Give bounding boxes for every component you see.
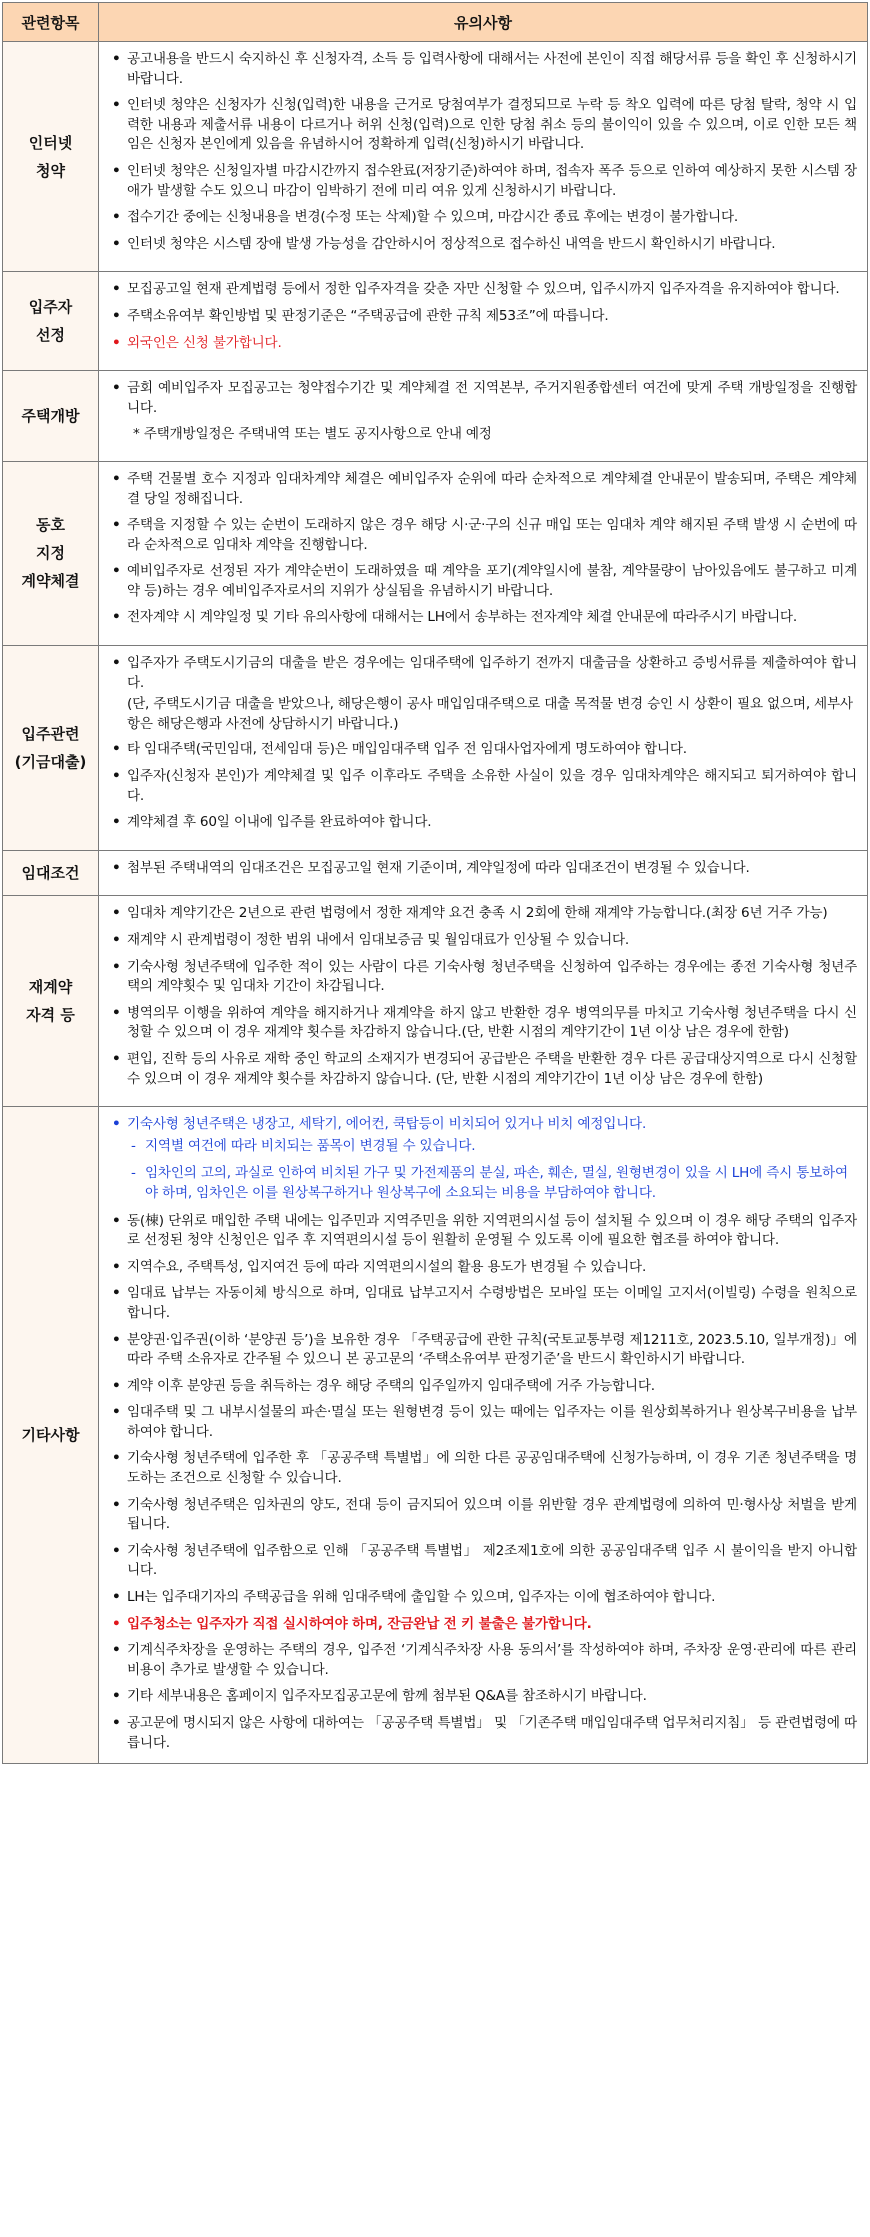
list-item: • 입주자(신청자 본인)가 계약체결 및 입주 이후라도 주택을 소유한 사실이 있을 경우 임대차계약은 해지되고 퇴거하여야 합니다. (109, 767, 857, 806)
section-body (99, 896, 868, 1107)
category-label: 동호 지정 계약체결 (3, 461, 99, 645)
notice-list (109, 859, 857, 879)
list-item: • 기숙사형 청년주택에 입주함으로 인해 「공공주택 특별법」 제2조제1호에 의한 공공임대주택 입주 시 불이익을 받지 아니합니다. (109, 1542, 857, 1581)
list-item: • 병역의무 이행을 위하여 계약을 해지하거나 재계약을 하지 않고 반환한 경우 병역의무를 마치고 기숙사형 청년주택을 다시 신청할 수 있으며 이 경우 재계약 횟수를 차감하지 않습니다.(단, 반환 시점의 계약기간이 1년 이상 남은 경우에 한함) (109, 1004, 857, 1043)
list-item: • 주택 건물별 호수 지정과 임대차계약 체결은 예비입주자 순위에 따라 순차적으로 계약체결 안내문이 발송되며, 주택은 계약체결 당일 정해집니다. (109, 470, 857, 509)
section-house-opening (3, 371, 868, 462)
section-rental-terms (3, 850, 868, 896)
category-label: 주택개방 (3, 371, 99, 462)
category-label: 입주관련 (기금대출) (3, 646, 99, 851)
list-item: • 동(棟) 단위로 매입한 주택 내에는 입주민과 지역주민을 위한 지역편의시설 등이 설치될 수 있으며 이 경우 해당 주택의 입주자로 선정된 청약 신청인은 입주 후 지역편의시설 등이 원활히 운영될 수 있도록 이에 필요한 협조를 하여야 합니다. (109, 1212, 857, 1251)
list-item: • 기숙사형 청년주택은 임차권의 양도, 전대 등이 금지되어 있으며 이를 위반할 경우 관계법령에 의하여 민·형사상 처벌을 받게 됩니다. (109, 1496, 857, 1535)
list-item: • 기숙사형 청년주택에 입주한 적이 있는 사람이 다른 기숙사형 청년주택을 신청하여 입주하는 경우에는 종전 기숙사형 청년주택의 계약횟수 및 임대차 기간이 차감됩니다. (109, 958, 857, 997)
list-item: • 인터넷 청약은 시스템 장애 발생 가능성을 감안하시어 정상적으로 접수하신 내역을 반드시 확인하시기 바랍니다. (109, 235, 857, 255)
list-item: • 입주자가 주택도시기금의 대출을 받은 경우에는 임대주택에 입주하기 전까지 대출금을 상환하고 증빙서류를 제출하여야 합니다. (109, 654, 857, 693)
category-label: 인터넷 청약 (3, 42, 99, 272)
category-label: 입주자 선정 (3, 272, 99, 371)
section-body (99, 272, 868, 371)
section-body (99, 371, 868, 462)
section-tenant-selection (3, 272, 868, 371)
list-item: • 임대차 계약기간은 2년으로 관련 법령에서 정한 재계약 요건 충족 시 2회에 한해 재계약 가능합니다.(최장 6년 거주 가능) (109, 904, 857, 924)
list-item: • 인터넷 청약은 신청자가 신청(입력)한 내용을 근거로 당첨여부가 결정되므로 누락 등 착오 입력에 따른 당첨 탈락, 청약 시 입력한 내용과 제출서류 내용이 다르거나 허위 신청(입력)으로 인한 당첨 취소 등의 불이익이 있을 수 있으며, 이로 인한 모든 책임은 신청자 본인에게 있음을 유념하시어 정확하게 입력(신청)하시기 바랍니다. (109, 96, 857, 155)
list-item: • 분양권·입주권(이하 ‘분양권 등’)을 보유한 경우 「주택공급에 관한 규칙(국토교통부령 제1211호, 2023.5.10, 일부개정)」에 따라 주택 소유자로 간주될 수 있으니 본 공고문의 ‘주택소유여부 판정기준’을 반드시 확인하시기 바랍니다. (109, 1331, 857, 1370)
header-category: 관련항목 (3, 3, 99, 42)
list-item: • 편입, 진학 등의 사유로 재학 중인 학교의 소재지가 변경되어 공급받은 주택을 반환한 경우 다른 공급대상지역으로 다시 신청할 수 있으며 이 경우 재계약 횟수를 차감하지 않습니다. (단, 반환 시점의 계약기간이 1년 이상 남은 경우에 한함) (109, 1050, 857, 1089)
list-item: • 모집공고일 현재 관계법령 등에서 정한 입주자격을 갖춘 자만 신청할 수 있으며, 입주시까지 입주자격을 유지하여야 합니다. (109, 280, 857, 300)
list-item: • 전자계약 시 계약일정 및 기타 유의사항에 대해서는 LH에서 송부하는 전자계약 체결 안내문에 따라주시기 바랍니다. (109, 608, 857, 628)
section-body (99, 1107, 868, 1764)
notice-list (109, 1212, 857, 1754)
section-body (99, 461, 868, 645)
section-unit-contract (3, 461, 868, 645)
list-item: • 공고내용을 반드시 숙지하신 후 신청자격, 소득 등 입력사항에 대해서는 사전에 본인이 직접 해당서류 등을 확인 후 신청하시기 바랍니다. (109, 50, 857, 89)
list-item: • 예비입주자로 선정된 자가 계약순번이 도래하였을 때 계약을 포기(계약일시에 불참, 계약물량이 남아있음에도 불구하고 미계약 등)하는 경우 예비입주자로서의 지위가 상실됨을 유념하시기 바랍니다. (109, 562, 857, 601)
notice-list (109, 50, 857, 254)
appliance-notice: • 기숙사형 청년주택은 냉장고, 세탁기, 에어컨, 쿡탑등이 비치되어 있거나 비치 예정입니다. (109, 1115, 857, 1135)
notice-list (109, 904, 857, 1089)
list-item: • 계약체결 후 60일 이내에 입주를 완료하여야 합니다. (109, 813, 857, 833)
list-item: • 접수기간 중에는 신청내용을 변경(수정 또는 삭제)할 수 있으며, 마감시간 종료 후에는 변경이 불가합니다. (109, 208, 857, 228)
section-body (99, 42, 868, 272)
list-item: • 지역수요, 주택특성, 입지여건 등에 따라 지역편의시설의 활용 용도가 변경될 수 있습니다. (109, 1258, 857, 1278)
cleaning-key-notice: • 입주청소는 입주자가 직접 실시하여야 하며, 잔금완납 전 키 불출은 불가합니다. (109, 1615, 857, 1635)
section-body (99, 850, 868, 896)
notice-list (109, 280, 857, 353)
header-notes: 유의사항 (99, 3, 868, 42)
header-row (3, 3, 868, 42)
list-item: • LH는 입주대기자의 주택공급을 위해 임대주택에 출입할 수 있으며, 입주자는 이에 협조하여야 합니다. (109, 1588, 857, 1608)
list-item: • 주택을 지정할 수 있는 순번이 도래하지 않은 경우 해당 시·군·구의 신규 매입 또는 임대차 계약 해지된 주택 발생 시 순번에 따라 순차적으로 임대차 계약을 진행합니다. (109, 516, 857, 555)
appliance-subnote: - 지역별 여건에 따라 비치되는 품목이 변경될 수 있습니다. (109, 1137, 857, 1157)
footnote: * 주택개방일정은 주택내역 또는 별도 공지사항으로 안내 예정 (133, 426, 492, 443)
section-body (99, 646, 868, 851)
section-renewal (3, 896, 868, 1107)
section-misc (3, 1107, 868, 1764)
list-item: • 계약 이후 분양권 등을 취득하는 경우 해당 주택의 입주일까지 임대주택에 거주 가능합니다. (109, 1377, 857, 1397)
notice-list (109, 654, 857, 693)
notice-list (109, 379, 857, 418)
list-item: • 공고문에 명시되지 않은 사항에 대하여는 「공공주택 특별법」 및 「기존주택 매입임대주택 업무처리지침」 등 관련법령에 따릅니다. (109, 1714, 857, 1753)
loan-exception-note: (단, 주택도시기금 대출을 받았으나, 해당은행이 공사 매입임대주택으로 대출 목적물 변경 승인 시 상환이 필요 없으며, 세부사항은 해당은행과 사전에 상담하시기 바랍니다.) (127, 696, 853, 732)
list-item: • 기계식주차장을 운영하는 주택의 경우, 입주전 ‘기계식주차장 사용 동의서’를 작성하여야 하며, 주차장 운영·관리에 따른 관리비용이 추가로 발생할 수 있습니다. (109, 1641, 857, 1680)
list-item: • 기숙사형 청년주택에 입주한 후 「공공주택 특별법」에 의한 다른 공공임대주택에 신청가능하며, 이 경우 기존 청년주택을 명도하는 조건으로 신청할 수 있습니다. (109, 1449, 857, 1488)
category-label: 임대조건 (3, 850, 99, 896)
list-item: • 주택소유여부 확인방법 및 판정기준은 “주택공급에 관한 규칙 제53조”에 따릅니다. (109, 307, 857, 327)
notice-table (2, 2, 868, 1764)
section-move-in-loan (3, 646, 868, 851)
list-item: • 임대료 납부는 자동이체 방식으로 하며, 임대료 납부고지서 수령방법은 모바일 또는 이메일 고지서(이빌링) 수령을 원칙으로 합니다. (109, 1284, 857, 1323)
list-item: • 타 임대주택(국민임대, 전세임대 등)은 매입임대주택 입주 전 임대사업자에게 명도하여야 합니다. (109, 740, 857, 760)
list-item: • 임대주택 및 그 내부시설물의 파손·멸실 또는 원형변경 등이 있는 때에는 입주자는 이를 원상회복하거나 원상복구비용을 납부하여야 합니다. (109, 1403, 857, 1442)
category-label: 재계약 자격 등 (3, 896, 99, 1107)
appliance-subnote: - 임차인의 고의, 과실로 인하여 비치된 가구 및 가전제품의 분실, 파손, 훼손, 멸실, 원형변경이 있을 시 LH에 즉시 통보하여야 하며, 임차인은 이를 원상복구하거나 원상복구에 소요되는 비용을 부담하여야 합니다. (109, 1164, 857, 1203)
category-label: 기타사항 (3, 1107, 99, 1764)
list-item: • 기타 세부내용은 홈페이지 입주자모집공고문에 함께 첨부된 Q&A를 참조하시기 바랍니다. (109, 1687, 857, 1707)
list-item: • 첨부된 주택내역의 임대조건은 모집공고일 현재 기준이며, 계약일정에 따라 임대조건이 변경될 수 있습니다. (109, 859, 857, 879)
section-internet-application (3, 42, 868, 272)
foreigner-notice: • 외국인은 신청 불가합니다. (109, 334, 857, 354)
list-item: • 금회 예비입주자 모집공고는 청약접수기간 및 계약체결 전 지역본부, 주거지원종합센터 여건에 맞게 주택 개방일정을 진행합니다. (109, 379, 857, 418)
notice-list (109, 470, 857, 628)
list-item: • 재계약 시 관계법령이 정한 범위 내에서 임대보증금 및 월임대료가 인상될 수 있습니다. (109, 931, 857, 951)
notice-list (109, 1115, 857, 1135)
notice-list (109, 740, 857, 832)
list-item: • 인터넷 청약은 신청일자별 마감시간까지 접수완료(저장기준)하여야 하며, 접속자 폭주 등으로 인하여 예상하지 못한 시스템 장애가 발생할 수도 있으니 마감이 임박하기 전에 미리 여유 있게 신청하시기 바랍니다. (109, 162, 857, 201)
